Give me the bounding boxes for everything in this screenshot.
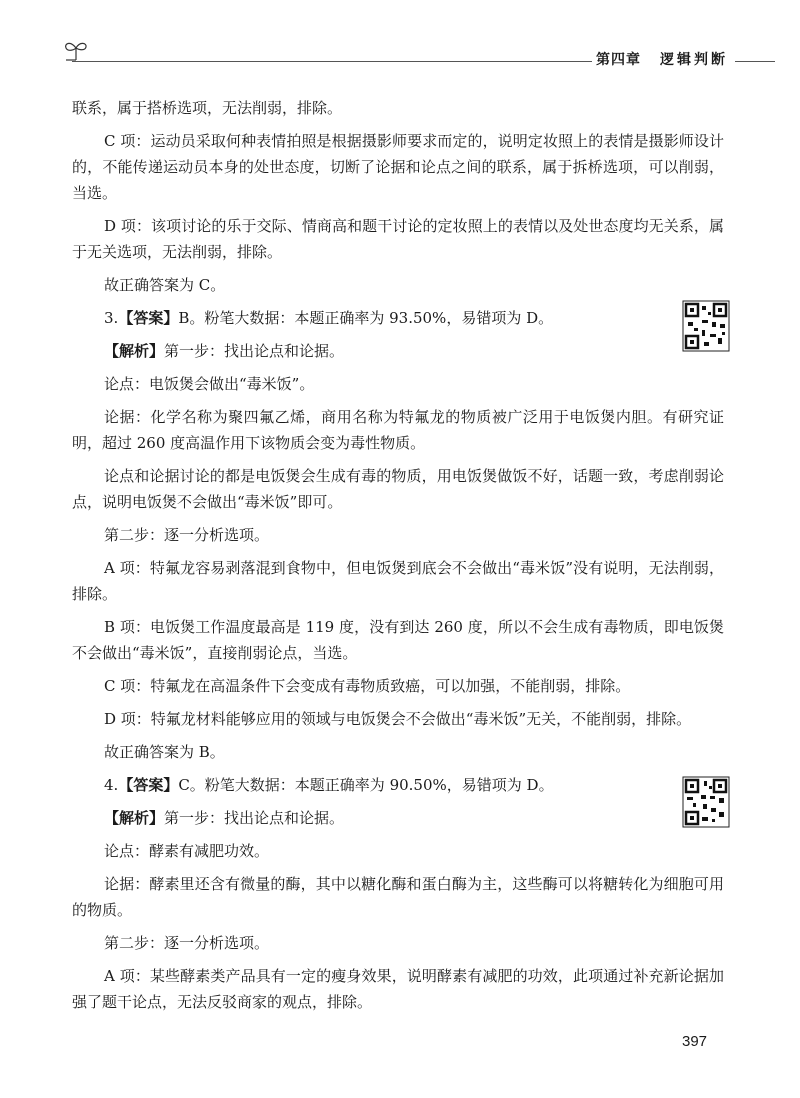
paragraph-text: 论点和论据讨论的都是电饭煲会生成有毒的物质，用电饭煲做饭不好，话题一致，考虑削弱论点，说明电饭煲不会做出“毒米饭”即可。 (72, 467, 724, 511)
sprout-leaf-icon (62, 38, 90, 62)
paragraph (72, 963, 724, 1015)
paragraph-text: A 项：特氟龙容易剥落混到食物中，但电饭煲到底会不会做出“毒米饭”没有说明，无法削弱，排除。 (72, 559, 724, 603)
paragraph-text: 第二步：逐一分析选项。 (104, 526, 270, 544)
paragraph (72, 739, 724, 765)
paragraph-text: D 项：特氟龙材料能够应用的领域与电饭煲会不会做出“毒米饭”无关，不能削弱，排除。 (104, 710, 692, 728)
paragraph-text: 故正确答案为 C。 (104, 276, 226, 294)
paragraph-text: D 项：该项讨论的乐于交际、情商高和题干讨论的定妆照上的表情以及处世态度均无关系，属于无关选项，无法削弱，排除。 (72, 217, 724, 261)
paragraph-text: B 项：电饭煲工作温度最高是 119 度，没有到达 260 度，所以不会生成有毒物质，即电饭煲不会做出“毒米饭”，直接削弱论点，当选。 (72, 618, 724, 662)
paragraph (72, 772, 724, 798)
paragraph (72, 805, 724, 831)
paragraph-text: C。粉笔大数据：本题正确率为 90.50%，易错项为 D。 (178, 776, 554, 794)
page-header (0, 0, 800, 80)
paragraph (72, 272, 724, 298)
paragraph (72, 305, 724, 331)
paragraph (72, 838, 724, 864)
qr-code-icon[interactable] (682, 776, 730, 828)
paragraph (72, 128, 724, 206)
page-number: 397 (682, 1033, 708, 1050)
paragraph (72, 338, 724, 364)
section-tag: 【解析】 (104, 809, 165, 827)
paragraph-text: 第一步：找出论点和论据。 (164, 809, 345, 827)
paragraph (72, 463, 724, 515)
section-tag: 【解析】 (104, 342, 165, 360)
paragraph-text: 论点：酵素有减肥功效。 (104, 842, 270, 860)
paragraph (72, 522, 724, 548)
paragraph-text: 论点：电饭煲会做出“毒米饭”。 (104, 375, 315, 393)
paragraph-text: 第一步：找出论点和论据。 (164, 342, 345, 360)
paragraph-text: C 项：运动员采取何种表情拍照是根据摄影师要求而定的，说明定妆照上的表情是摄影师设计的，不能传递运动员本身的处世态度，切断了论据和论点之间的联系，属于拆桥选项，可以削弱，当选。 (72, 132, 724, 202)
section-tag: 【答案】 (118, 776, 179, 794)
paragraph-text: C 项：特氟龙在高温条件下会变成有毒物质致癌，可以加强，不能削弱，排除。 (104, 677, 631, 695)
qr-code-icon[interactable] (682, 300, 730, 352)
paragraph (72, 95, 724, 121)
header-rule-right (735, 61, 775, 62)
paragraph-text: 第二步：逐一分析选项。 (104, 934, 270, 952)
paragraph-text: 论据：酵素里还含有微量的酶，其中以糖化酶和蛋白酶为主，这些酶可以将糖转化为细胞可用的物质。 (72, 875, 724, 919)
paragraph (72, 930, 724, 956)
paragraph (72, 404, 724, 456)
paragraph-text: 论据：化学名称为聚四氟乙烯，商用名称为特氟龙的物质被广泛用于电饭煲内胆。有研究证明，超过 260 度高温作用下该物质会变为毒性物质。 (72, 408, 724, 452)
paragraph (72, 706, 724, 732)
paragraph (72, 371, 724, 397)
chapter-label: 第四章 (596, 52, 641, 68)
paragraph-text: 联系，属于搭桥选项，无法削弱，排除。 (72, 99, 343, 117)
page-body (72, 95, 724, 1022)
header-rule-left (72, 61, 592, 62)
question-number: 4. (104, 776, 119, 794)
paragraph (72, 614, 724, 666)
paragraph (72, 673, 724, 699)
chapter-title: 逻辑判断 (660, 52, 728, 68)
paragraph (72, 213, 724, 265)
paragraph (72, 871, 724, 923)
question-number: 3. (104, 309, 119, 327)
paragraph-text: B。粉笔大数据：本题正确率为 93.50%，易错项为 D。 (178, 309, 554, 327)
paragraph (72, 555, 724, 607)
paragraph-text: 故正确答案为 B。 (104, 743, 225, 761)
section-tag: 【答案】 (118, 309, 179, 327)
paragraph-text: A 项：某些酵素类产品具有一定的瘦身效果，说明酵素有减肥的功效，此项通过补充新论据加强了题干论点，无法反驳商家的观点，排除。 (72, 967, 724, 1011)
